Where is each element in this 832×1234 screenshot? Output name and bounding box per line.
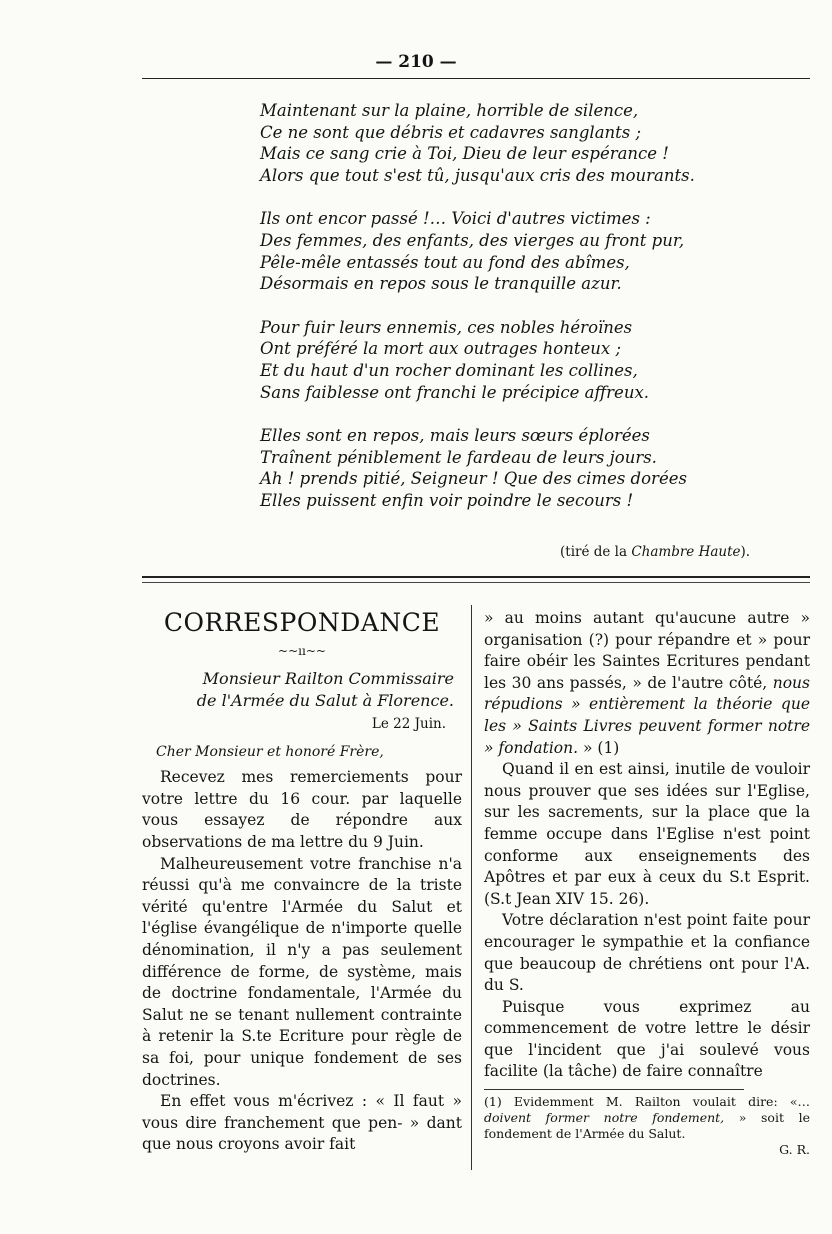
quote-end: » (1) [578,738,620,757]
footnote-rule [484,1089,744,1090]
poem-source-title: Chambre Haute [631,544,741,560]
poem-line: Elles puissent enfin voir poindre le secours ! [260,490,634,510]
poem [260,100,740,516]
poem-line: Maintenant sur la plaine, horrible de silence, [260,101,639,120]
letter-paragraph: Recevez mes remerciements pour votre lettre du 16 cour. par laquelle vous essayez de répondre aux observations de ma lettre du 9 Juin. [142,768,462,851]
poem-line: Et du haut d'un rocher dominant les collines, [260,360,638,380]
poem-line: Ils ont encor passé !… Voici d'autres victimes : [260,209,651,229]
salutation: Cher Monsieur et honoré Frère, [156,743,384,760]
quote-text: » au moins autant qu'aucune autre » organisation (?) pour répandre et » pour faire obéir les Saintes Ecritures pendant les 30 ans passés, » de l'autre côté, [484,609,810,692]
footnote [484,1094,810,1142]
letter-paragraph: Quand il en est ainsi, inutile de vouloir nous prouver que ses idées sur l'Eglise, sur les sacrements, sur la place que la femme occupe dans l'Eglise n'est point conforme aux enseignements des Apôtres et par eux à ceux du S.t Esprit. (S.t Jean XIV 15. 26). [484,760,810,908]
title-ornament: ~~ıı~~ [278,644,326,658]
poem-line: Pour fuir leurs ennemis, ces nobles héroïnes [260,317,633,337]
addressee-line: de l'Armée du Salut à Florence. [196,691,454,710]
poem-stanza [260,208,740,294]
footnote-italic: doivent former notre fondement, [484,1110,725,1126]
poem-line: Désormais en repos sous le tranquille azur. [260,274,622,294]
poem-line: Sans faiblesse ont franchi le précipice affreux. [260,382,649,402]
poem-line: Ce ne sont que débris et cadavres sanglants ; [260,122,642,142]
letter-paragraph: Malheureusement votre franchise n'a réussi qu'à me convaincre de la triste vérité qu'entre l'Armée du Salut et l'église évangélique de n'importe quelle dénomination, il n'y a pas seulement différence de forme, de système, mais de doctrine fondamentale, l'Armée du Salut ne se tenant nullement contrainte à retenir la S.te Ecriture pour règle de sa foi, pour unique fondement de ses doctrines. [142,854,462,1089]
poem-stanza [260,425,740,511]
poem-line: Pêle-mêle entassés tout au fond des abîmes, [260,252,630,272]
poem-stanza [260,317,740,403]
addressee-line: Monsieur Railton Commissaire [202,669,454,688]
section-title: CORRESPONDANCE [163,608,441,637]
poem-line: Traînent péniblement le fardeau de leurs jours. [260,447,657,467]
poem-line: Des femmes, des enfants, des vierges au front pur, [260,230,685,250]
poem-line: Ont préféré la mort aux outrages honteux ; [260,339,622,359]
footnote-signature: G. R. [779,1142,810,1158]
section-rule [142,576,810,583]
poem-source [560,544,750,560]
footnote-text-end: » soit le fondement de l'Armée du Salut. [484,1110,810,1142]
poem-line: Alors que tout s'est tû, jusqu'aux cris des mourants. [260,165,695,185]
poem-source-prefix: (tiré de la [560,544,632,560]
right-column [484,608,810,1158]
column-divider [471,605,472,1170]
quote-italic-text: nous répudions » entièrement la théorie que les » Saints Livres peuvent former notre » fondation. [484,673,810,757]
poem-line: Ah ! prends pitié, Seigneur ! Que des cimes dorées [260,469,687,489]
poem-line: Mais ce sang crie à Toi, Dieu de leur espérance ! [260,144,669,164]
quoted-passage [484,608,810,759]
poem-source-suffix: ). [740,544,751,560]
header-rule [142,78,810,79]
letter-paragraph: En effet vous m'écrivez : « Il faut » vous dire franchement que pen- » dant que nous croyons avoir fait [142,1092,462,1154]
poem-line: Elles sont en repos, mais leurs sœurs éplorées [260,426,650,446]
letter-paragraph: Puisque vous exprimez au commencement de votre lettre le désir que l'incident que j'ai soulevé vous facilite (la tâche) de faire connaître [484,997,810,1081]
letter-date: Le 22 Juin. [371,716,446,732]
poem-stanza [260,100,740,186]
page-number: — 210 — [375,52,457,72]
letter-paragraph: Votre déclaration n'est point faite pour encourager le sympathie et la confiance que beaucoup de chrétiens ont pour l'A. du S. [484,911,810,995]
left-column [142,608,462,1156]
footnote-text: (1) Evidemment M. Railton voulait dire: «… [484,1094,810,1110]
